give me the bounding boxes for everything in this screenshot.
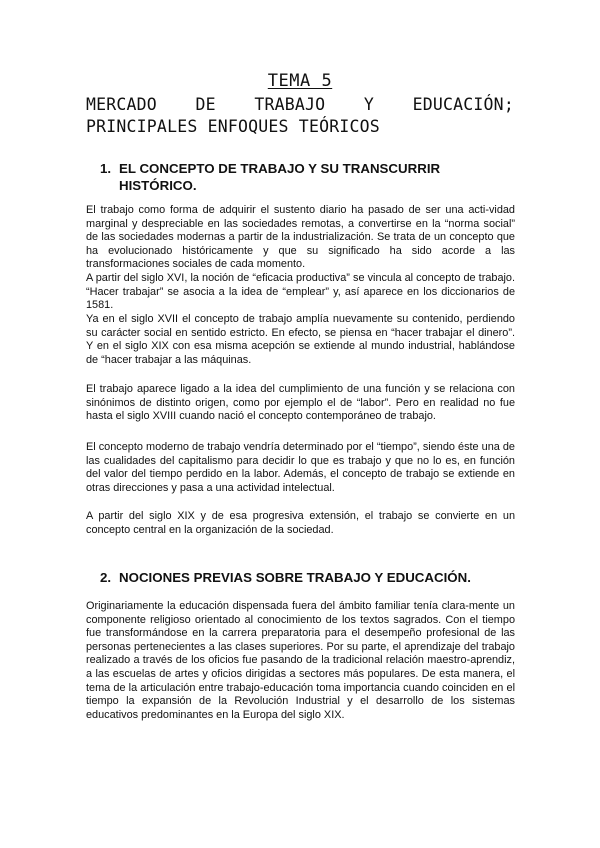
section-2-heading <box>100 569 520 586</box>
subtitle-word: DE <box>195 95 216 114</box>
subtitle-word: TRABAJO <box>254 95 326 114</box>
paragraph: El trabajo como forma de adquirir el sustento diario ha pasado de ser una acti-vidad marginal y despreciable en las sociedades remotas, a convertirse en la “norma social” de las sociedades modernas a partir de la industrialización. Se trata de un concepto que ha evolucionado históricamente y que su significado ha sido acorde a las transformaciones sociales de cada momento. <box>86 204 515 271</box>
document-subtitle-line1 <box>86 94 514 116</box>
section-number: 2. <box>100 570 112 585</box>
paragraph: El concepto moderno de trabajo vendría determinado por el “tiempo”, siendo éste una de las cualidades del capitalismo para decidir lo que es trabajo y que no lo es, en función del valor del tiempo perdido en la labor. Además, el concepto de trabajo se extiende en otras direcciones y pasa a una actividad intelectual. <box>86 441 515 494</box>
subtitle-word: Y <box>363 95 375 114</box>
paragraph: A partir del siglo XIX y de esa progresiva extensión, el trabajo se convierte en un concepto central en la organización de la sociedad. <box>86 510 515 536</box>
section-heading-text: NOCIONES PREVIAS SOBRE TRABAJO Y EDUCACIÓN. <box>119 570 471 585</box>
paragraph: El trabajo aparece ligado a la idea del cumplimiento de una función y se relaciona con sinónimos de distinto origen, como por ejemplo el de “labor”. Pero en realidad no fue hasta el siglo XVIII cuando nació el concepto contemporáneo de trabajo. <box>86 383 515 423</box>
section-number: 1. <box>100 161 112 176</box>
section-heading-text: EL CONCEPTO DE TRABAJO Y SU TRANSCURRIR HISTÓRICO. <box>119 161 441 193</box>
subtitle-word: EDUCACIÓN; <box>412 95 514 114</box>
paragraph: Ya en el siglo XVII el concepto de trabajo amplía nuevamente su contenido, perdiendo su carácter social en sentido estricto. En efecto, se piensa en “hacer trabajar el dinero”. Y en el siglo XIX con esa misma acepción se extiende al mundo industrial, hablándose de “hacer trabajar a las máquinas. <box>86 313 515 366</box>
section-1-heading <box>100 160 520 194</box>
subtitle-word: MERCADO <box>86 95 157 114</box>
paragraph: Originariamente la educación dispensada fuera del ámbito familiar tenía clara-mente un componente religioso orientado al conocimiento de los textos sagrados. Con el tiempo fue transformándose en la carrera preparatoria para el desempeño profesional de las personas pertenecientes a las clases superiores. Por su parte, el aprendizaje del trabajo realizado a través de los oficios fue pasando de la tradicional relación maestro-aprendiz, a las escuelas de artes y oficios dirigidas a sectores más populares. De esta manera, el tema de la articulación entre trabajo-educación toma importancia cuando coinciden en el tiempo la expansión de la Revolución Industrial y el desarrollo de los sistemas educativos predominantes en la Europa del siglo XIX. <box>86 600 515 721</box>
document-title: TEMA 5 <box>267 71 333 91</box>
document-subtitle-line2: PRINCIPALES ENFOQUES TEÓRICOS <box>86 117 380 136</box>
paragraph: A partir del siglo XVI, la noción de “eficacia productiva” se vincula al concepto de trabajo. “Hacer trabajar” se asocia a la idea de “emplear” y, así aparece en los diccionarios de 1581. <box>86 272 515 312</box>
